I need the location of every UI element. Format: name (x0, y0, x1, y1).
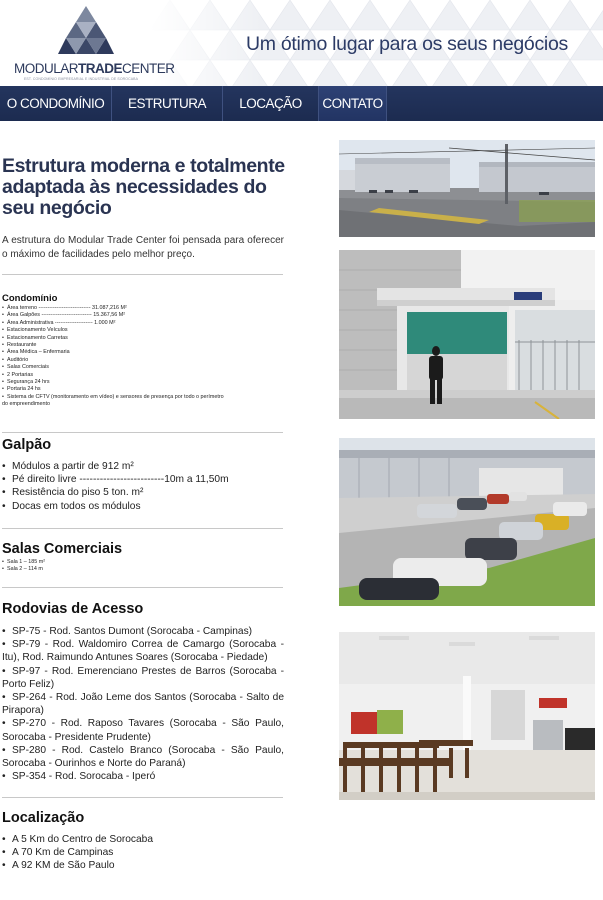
restaurant-interior-photo (339, 632, 595, 800)
list-item: • A 70 Km de Campinas (2, 846, 284, 859)
warehouse-exterior-photo (339, 140, 595, 237)
divider (2, 432, 283, 433)
list-item: • Docas em todos os módulos (2, 500, 284, 513)
list-item: • A 5 Km do Centro de Sorocaba (2, 833, 284, 846)
rodovias-list (2, 625, 284, 783)
condominio-list (2, 305, 284, 409)
list-item: • Segurança 24 hrs (2, 379, 284, 386)
triangle-logo-icon (58, 6, 114, 56)
list-item: • SP-97 - Rod. Emerenciano Prestes de Barros (Sorocaba - Porto Feliz) (2, 665, 284, 691)
section-title-localizacao: Localização (2, 810, 85, 826)
nav-item-contato[interactable]: CONTATO (319, 86, 387, 121)
divider (2, 797, 283, 798)
list-item: • Resistência do piso 5 ton. m² (2, 486, 284, 499)
page-title: Estrutura moderna e totalmente adaptada às necessidades do seu negócio (2, 155, 285, 219)
section-title-rodovias: Rodovias de Acesso (2, 601, 144, 617)
logo-subtext: EST. CONDOMÍNIO EMPRESARIAL E INDUSTRIAL DE SOROCABA (24, 77, 139, 81)
list-item: • Área Médica – Enfermaria (2, 349, 284, 356)
list-item: • Módulos a partir de 912 m² (2, 460, 284, 473)
list-item: • SP-270 - Rod. Raposo Tavares (Sorocaba - São Paulo, Sorocaba - Presidente Prudente) (2, 717, 284, 743)
intro-paragraph: A estrutura do Modular Trade Center foi pensada para oferecer o máximo de facilidades pelo melhor preço. (2, 235, 284, 260)
localizacao-list (2, 833, 284, 872)
divider (2, 587, 283, 588)
section-title-salas: Salas Comerciais (2, 541, 123, 557)
list-item: • Auditório (2, 357, 284, 364)
list-item: • SP-264 - Rod. João Leme dos Santos (Sorocaba - Salto de Pirapora) (2, 691, 284, 717)
list-item: • Área terreno ----------------------------- 31.087,216 M² (2, 305, 284, 312)
site-logo[interactable] (14, 6, 175, 82)
list-item: • Restaurante (2, 342, 284, 349)
nav-item-locacao[interactable]: LOCAÇÃO (223, 86, 319, 121)
list-item: • Portaria 24 hs (2, 386, 284, 393)
list-item: • SP-354 - Rod. Sorocaba - Iperó (2, 770, 284, 783)
divider (2, 528, 283, 529)
section-title-condominio: Condomínio (2, 293, 58, 304)
list-item: • SP-280 - Rod. Castelo Branco (Sorocaba - São Paulo, Sorocaba - Ourinhos e Norte do Paraná) (2, 744, 284, 770)
list-item: • Área Administrativa --------------------- 1.000 M² (2, 320, 284, 327)
parking-lot-photo (339, 438, 595, 606)
list-item: • 2 Portarias (2, 372, 284, 379)
nav-item-estrutura[interactable]: ESTRUTURA (112, 86, 223, 121)
nav-item-condominio[interactable]: O CONDOMÍNIO (0, 86, 112, 121)
site-header (0, 0, 603, 86)
list-item: • Estacionamento Veículos (2, 327, 284, 334)
list-item: • Área Galpões ---------------------------- 15.367,56 M² (2, 312, 284, 319)
logo-wordmark: MODULARTRADECENTER (14, 61, 175, 76)
header-tagline: Um ótimo lugar para os seus negócios (246, 33, 568, 55)
list-item: • SP-75 - Rod. Santos Dumont (Sorocaba - Campinas) (2, 625, 284, 638)
list-item: • Sala 2 – 114 m (2, 566, 45, 573)
list-item: • A 92 KM de São Paulo (2, 859, 284, 872)
list-item: • SP-79 - Rod. Waldomiro Correa de Camargo (Sorocaba - Itu), Rod. Raimundo Antunes Soares (Sorocaba - Piedade) (2, 638, 284, 664)
section-title-galpao: Galpão (2, 437, 52, 453)
list-item: • Sala 1 – 185 m² (2, 559, 45, 566)
list-item: • Salas Comerciais (2, 364, 284, 371)
galpao-list (2, 460, 284, 513)
list-item: • Pé direito livre -------------------------10m a 11,50m (2, 473, 284, 486)
main-navigation (0, 86, 603, 121)
list-item: • Estacionamento Carretas (2, 335, 284, 342)
salas-list (2, 559, 45, 574)
list-item: • Sistema de CFTV (monitoramento em vídeo) e sensores de presença por todo o perímetro do empreendimento (2, 394, 284, 409)
divider (2, 274, 283, 275)
guard-entrance-photo (339, 250, 595, 419)
